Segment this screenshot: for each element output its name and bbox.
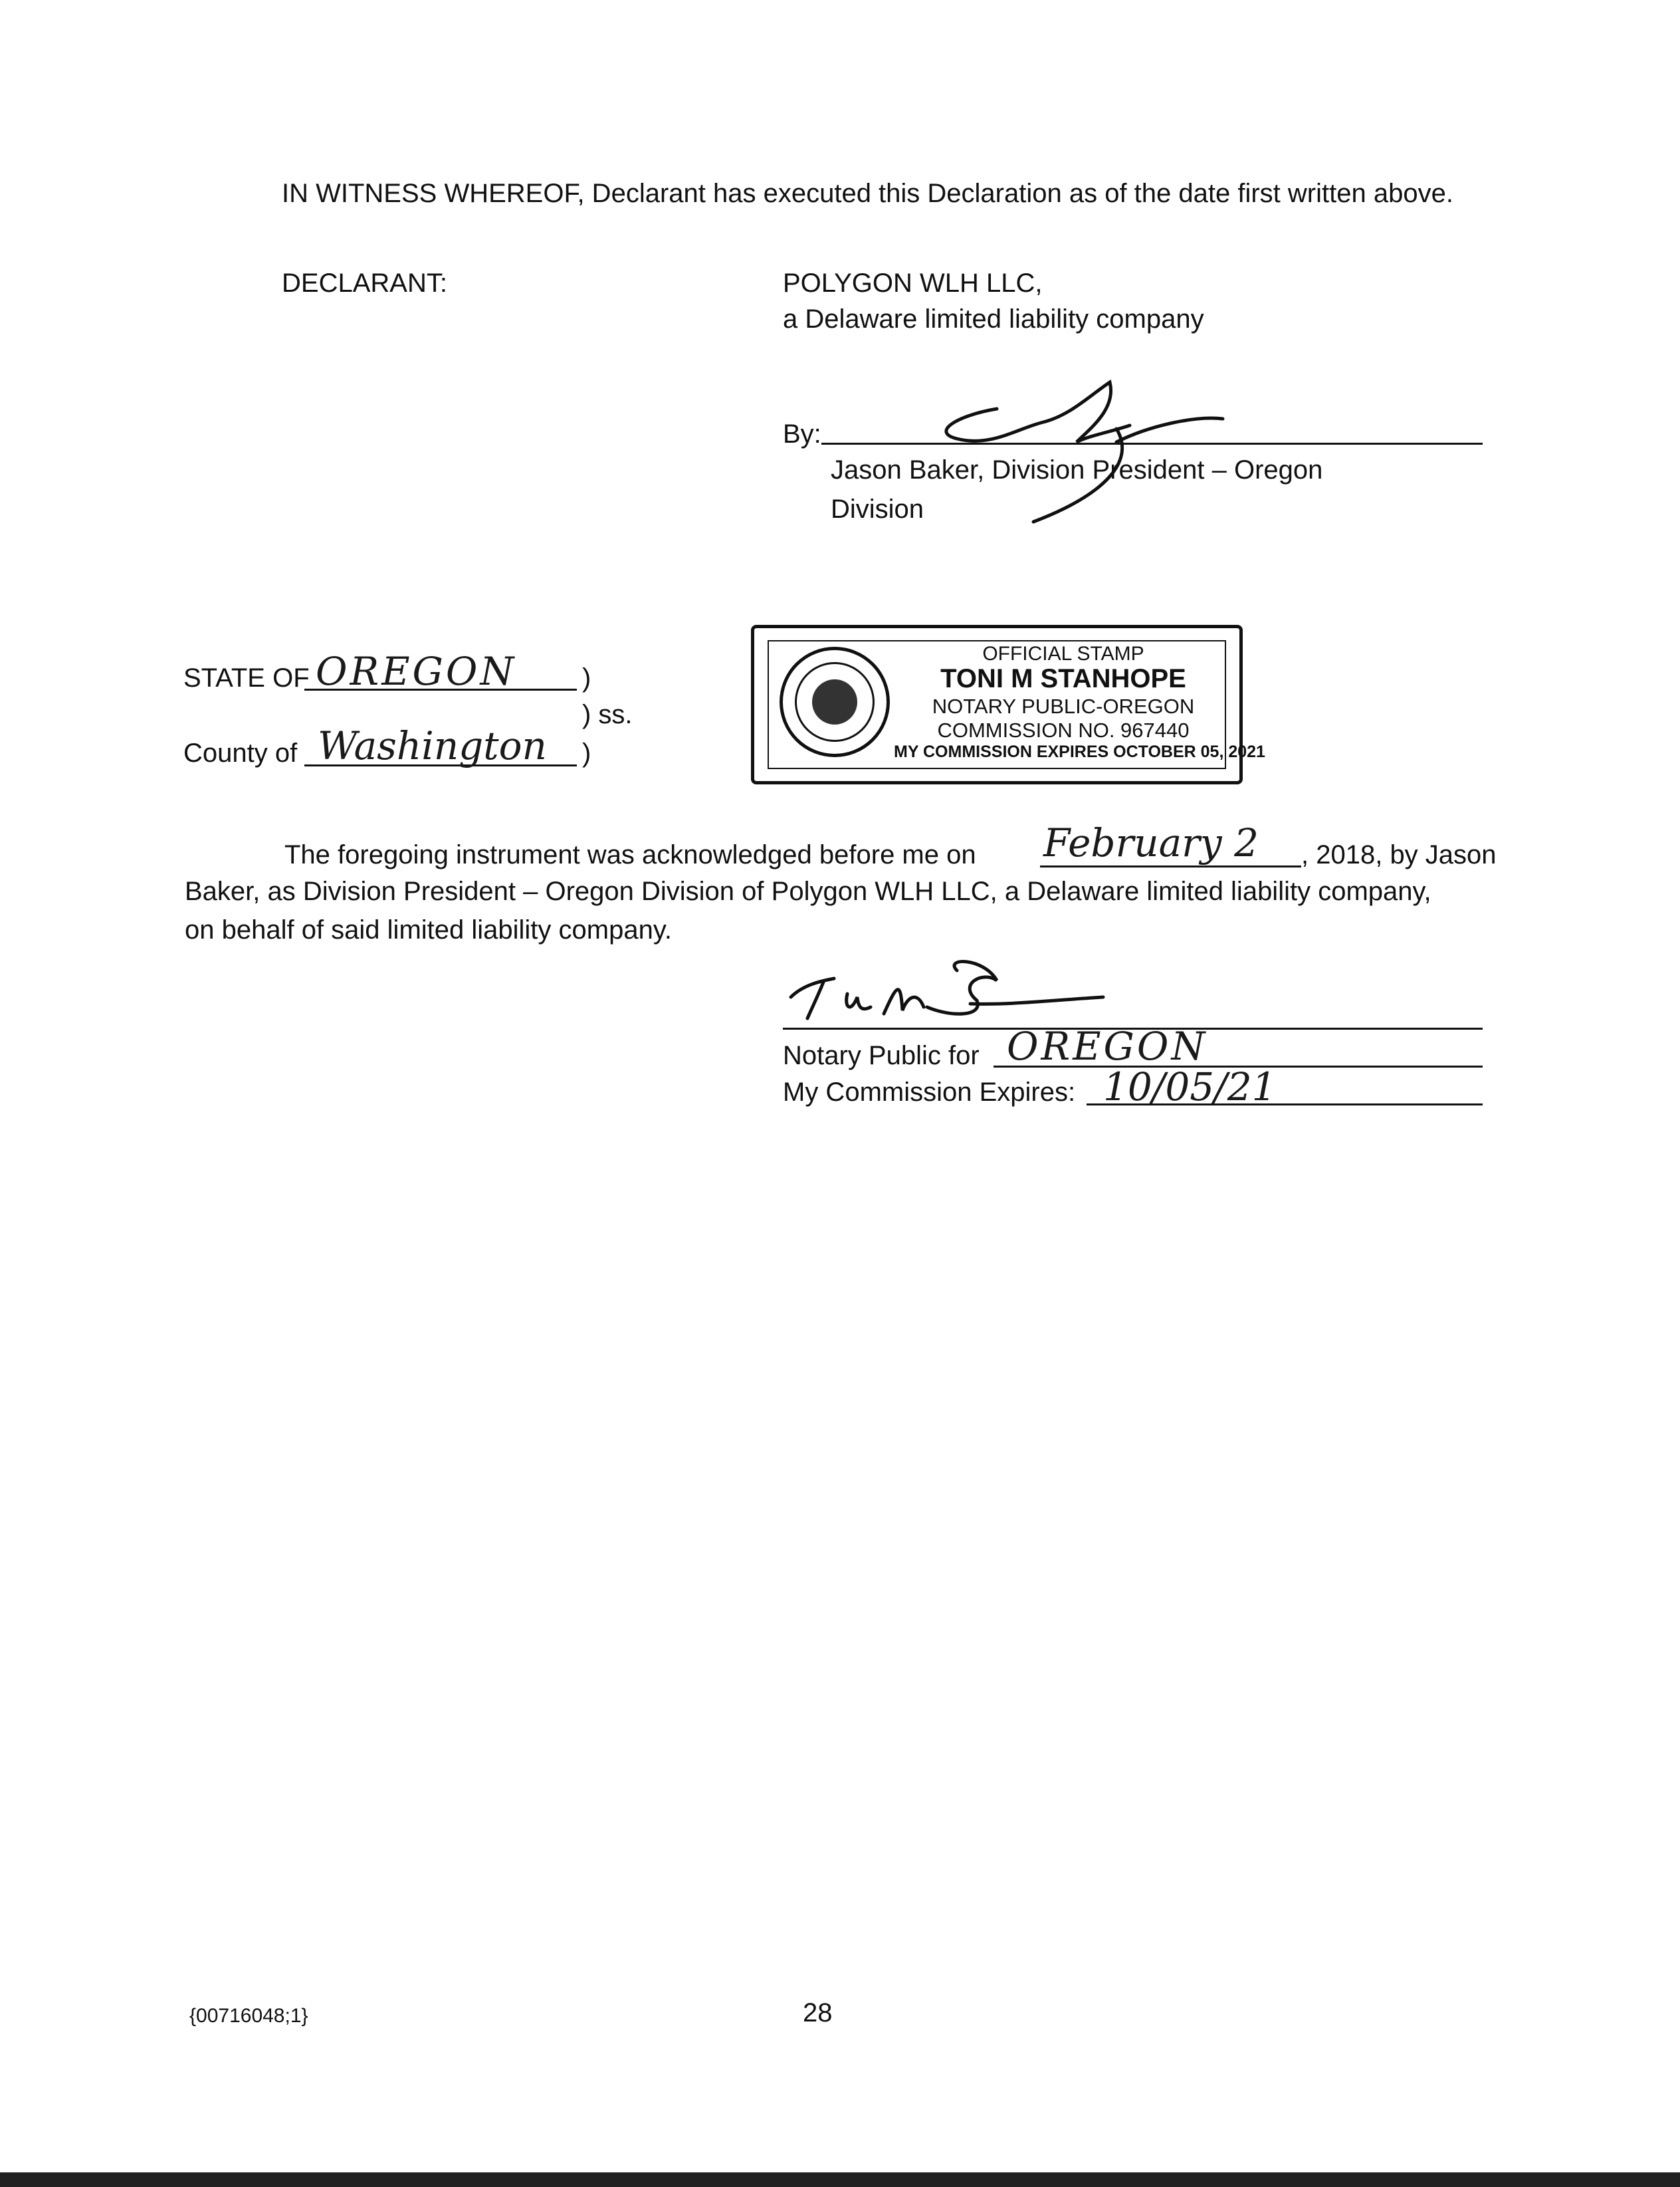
- declarant-signature: [917, 369, 1249, 528]
- commission-expires-handwritten: 10/05/21: [1103, 1064, 1277, 1109]
- commission-expires-label: My Commission Expires:: [783, 1078, 1076, 1107]
- ss-marker: ) ss.: [582, 700, 633, 729]
- state-paren: ): [582, 663, 591, 693]
- stamp-expires: MY COMMISSION EXPIRES OCTOBER 05, 2021: [894, 743, 1265, 761]
- ack-date-line: [1040, 865, 1301, 867]
- scan-bottom-edge: [0, 2172, 1680, 2187]
- stamp-title: OFFICIAL STAMP: [982, 643, 1144, 665]
- state-label: STATE OF: [183, 663, 310, 693]
- ack-line-2: Baker, as Division President – Oregon Division of Polygon WLH LLC, a Delaware limited liability company,: [185, 877, 1431, 906]
- signer-title-cont: Division: [831, 495, 924, 524]
- notary-public-for-handwritten: OREGON: [1007, 1024, 1208, 1069]
- signer-name-title: Jason Baker, Division President – Oregon: [831, 455, 1323, 485]
- by-label: By:: [783, 419, 821, 449]
- ack-line-1-suffix: , 2018, by Jason: [1301, 840, 1497, 869]
- notary-signature: [784, 944, 1116, 1030]
- page-number: 28: [803, 1998, 833, 2027]
- ack-line-3: on behalf of said limited liability company.: [185, 915, 672, 945]
- state-handwritten: OREGON: [316, 649, 517, 694]
- county-handwritten: Washington: [318, 723, 547, 768]
- stamp-commission-no: COMMISSION NO. 967440: [937, 719, 1190, 742]
- county-label: County of: [183, 739, 298, 768]
- state-seal-icon: [780, 647, 890, 757]
- declarant-company-desc: a Delaware limited liability company: [783, 304, 1204, 334]
- declarant-company: POLYGON WLH LLC,: [783, 269, 1043, 298]
- notary-public-for-label: Notary Public for: [783, 1041, 980, 1070]
- stamp-line-1: NOTARY PUBLIC-OREGON: [932, 695, 1195, 718]
- ack-line-1-prefix: The foregoing instrument was acknowledged before me on: [284, 840, 976, 869]
- notary-stamp: [751, 625, 1265, 784]
- declarant-label: DECLARANT:: [282, 269, 447, 298]
- ack-date-handwritten: February 2: [1043, 820, 1259, 865]
- witness-clause: IN WITNESS WHEREOF, Declarant has executed this Declaration as of the date first written above.: [282, 179, 1453, 208]
- document-id: {00716048;1}: [189, 2005, 308, 2027]
- county-paren: ): [582, 739, 591, 768]
- stamp-notary-name: TONI M STANHOPE: [940, 664, 1186, 693]
